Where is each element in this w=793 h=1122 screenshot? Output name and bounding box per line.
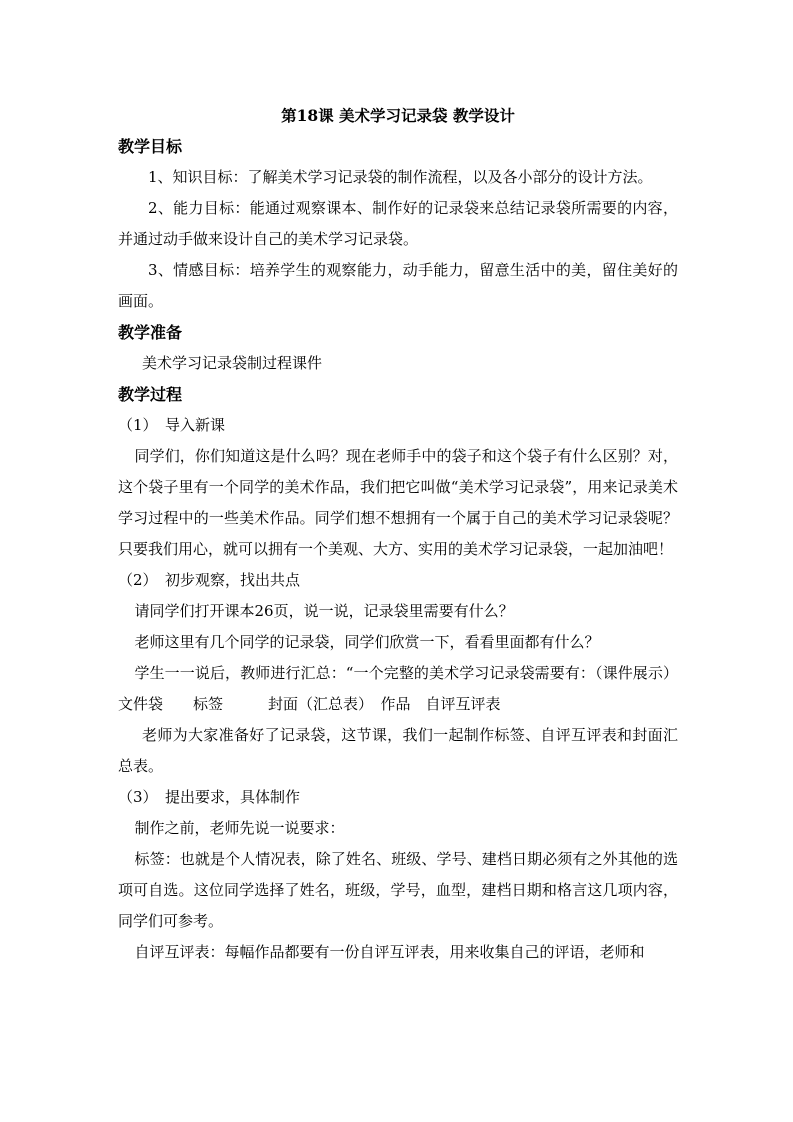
section-heading-process: 教学过程 xyxy=(118,385,183,404)
step3-paragraph-3: 自评互评表：每幅作品都要有一份自评互评表，用来收集自己的评语，老师和 xyxy=(134,943,645,961)
preparation-text: 美术学习记录袋制过程课件 xyxy=(142,354,323,372)
step1-paragraph: 同学们，你们知道这是什么吗？现在老师手中的袋子和这个袋子有什么区别？对，这个袋子里有一个同学的美术作品，我们把它叫做“美术学习记录袋”，用来记录美术学习过程中的一些美术作品。同学们想不想拥有一个属于自己的美术学习记录袋呢？只要我们用心，就可以拥有一个美观、大方、实用的美术学习记录袋，一起加油吧！ xyxy=(118,447,678,558)
objective-emotion: 3、情感目标：培养学生的观察能力，动手能力，留意生活中的美，留住美好的画面。 xyxy=(118,261,678,310)
objective-ability: 2、能力目标：能通过观察课本、制作好的记录袋来总结记录袋所需要的内容，并通过动手做来设计自己的美术学习记录袋。 xyxy=(118,199,678,248)
step2-title: （2） 初步观察，找出共点 xyxy=(118,571,301,589)
step3-paragraph-1: 制作之前，老师先说一说要求： xyxy=(134,819,345,837)
objective-knowledge: 1、知识目标：了解美术学习记录袋的制作流程，以及各小部分的设计方法。 xyxy=(148,168,653,186)
document-title: 第18课 美术学习记录袋 教学设计 xyxy=(281,106,515,125)
step2-paragraph-3: 学生一一说后，教师进行汇总：“一个完整的美术学习记录袋需要有：（课件展示）文件袋 标签 封面（汇总表） 作品 自评互评表 xyxy=(118,664,678,713)
section-heading-preparation: 教学准备 xyxy=(118,323,183,342)
document-body xyxy=(118,100,678,968)
step1-title: （1） 导入新课 xyxy=(118,416,226,434)
step3-paragraph-2: 标签：也就是个人情况表，除了姓名、班级、学号、建档日期必须有之外其他的选项可自选。这位同学选择了姓名，班级，学号，血型，建档日期和格言这几项内容，同学们可参考。 xyxy=(118,850,678,930)
step2-paragraph-1: 请同学们打开课本26页，说一说，记录袋里需要有什么？ xyxy=(134,602,514,620)
section-heading-objectives: 教学目标 xyxy=(118,137,183,156)
step2-paragraph-2: 老师这里有几个同学的记录袋，同学们欣赏一下，看看里面都有什么？ xyxy=(134,633,600,651)
step2-paragraph-4: 老师为大家准备好了记录袋，这节课，我们一起制作标签、自评互评表和封面汇总表。 xyxy=(118,726,678,775)
step3-title: （3） 提出要求，具体制作 xyxy=(118,788,301,806)
